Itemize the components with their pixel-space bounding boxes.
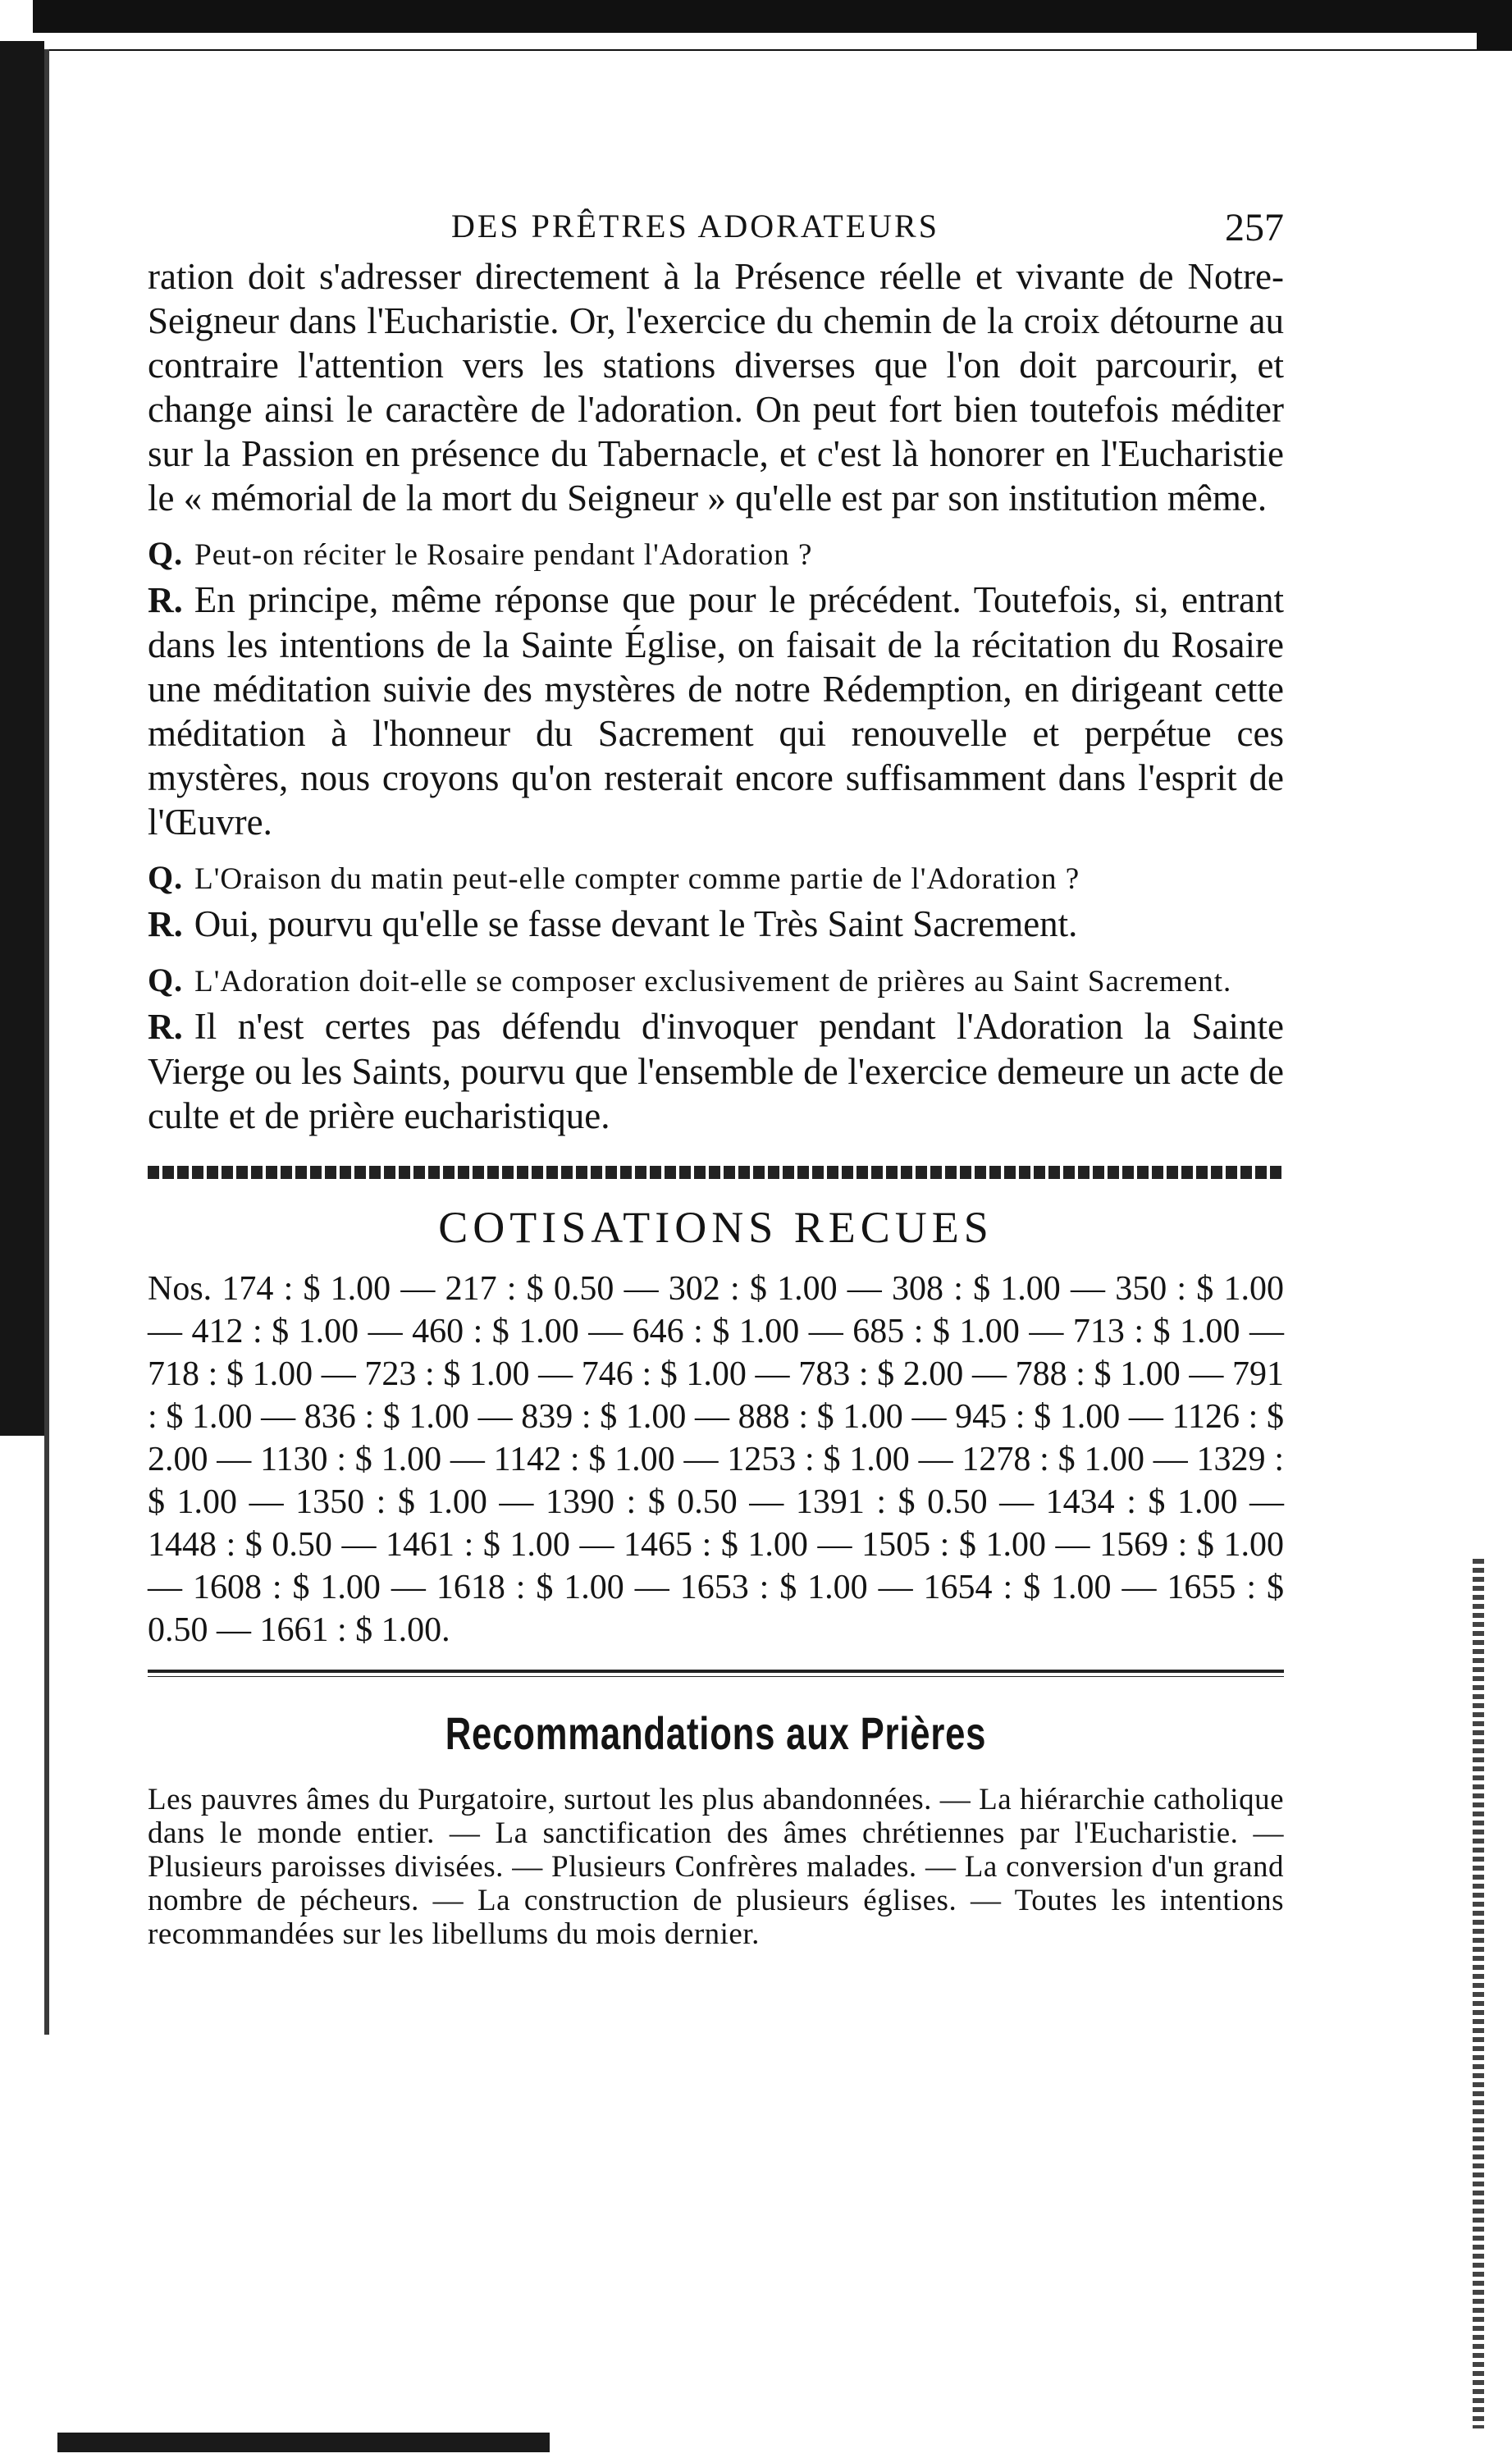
answer-marker: R.	[148, 904, 183, 944]
question-3	[148, 962, 1284, 1001]
question-2	[148, 859, 1284, 898]
page-number: 257	[1225, 206, 1284, 249]
page-content	[148, 197, 1284, 1951]
running-title: DES PRÊTRES ADORATEURS	[451, 208, 939, 244]
answer-marker: R.	[148, 1007, 183, 1047]
scan-edge-left	[0, 41, 44, 1436]
scan-edge-bottom	[57, 2433, 550, 2452]
question-1	[148, 535, 1284, 574]
answer-text: Il n'est certes pas défendu d'invoquer pendant l'Adoration la Sainte Vierge ou les Saints, pourvu que l'ensemble de l'exercice demeure un acte de culte et de prière eucharistique.	[148, 1006, 1284, 1136]
cotisations-title	[148, 1202, 1284, 1253]
question-marker: Q.	[148, 962, 184, 998]
answer-2	[148, 902, 1284, 947]
answer-3	[148, 1004, 1284, 1138]
answer-text: En principe, même réponse que pour le précédent. Toutefois, si, entrant dans les intentions de la Sainte Église, on faisait de la récitation du Rosaire une méditation suivie des mystères de notre Rédemption, en dirigeant cette méditation à l'honneur du Sacrement qui renouvelle et perpétue ces mystères, nous croyons qu'on resterait encore suffisamment dans l'esprit de l'Œuvre.	[148, 579, 1284, 843]
question-text: L'Adoration doit-elle se composer exclusivement de prières au Saint Sacrement.	[194, 965, 1232, 998]
question-text: L'Oraison du matin peut-elle compter comme partie de l'Adoration ?	[194, 862, 1080, 896]
question-text: Peut-on réciter le Rosaire pendant l'Adoration ?	[194, 538, 813, 572]
cotisations-title-text: COTISATIONS RECUES	[438, 1203, 994, 1252]
answer-text: Oui, pourvu qu'elle se fasse devant le Très Saint Sacrement.	[194, 903, 1078, 944]
paragraph-1: ration doit s'adresser directement à la Présence réelle et vivante de Notre-Seigneur dans l'Eucharistie. Or, l'exercice du chemin de la croix détourne au contraire l'attention vers les stations diverses que l'on doit parcourir, et change ainsi le caractère de l'adoration. On peut fort bien toutefois méditer sur la Passion en présence du Tabernacle, et c'est là honorer en l'Eucharistie le « mémorial de la mort du Seigneur » qu'elle est par son institution même.	[148, 256, 1284, 519]
recommandations-title: Recommandations aux Prières	[445, 1707, 987, 1759]
double-rule-divider	[148, 1670, 1284, 1677]
answer-marker: R.	[148, 580, 183, 620]
scan-edge-left-line	[44, 49, 49, 2035]
recommandations-text: Les pauvres âmes du Purgatoire, surtout les plus abandonnées. — La hiérarchie catholique dans le monde entier. — La sanctification des âmes chrétiennes par l'Eucharistie. — Plusieurs paroisses divisées. — Plusieurs Confrères malades. — La conversion d'un grand nombre de pécheurs. — La construction de plusieurs églises. — Toutes les intentions recommandées sur les libellums du mois dernier.	[148, 1783, 1284, 1951]
cotisations-list: Nos. 174 : $ 1.00 — 217 : $ 0.50 — 302 : $ 1.00 — 308 : $ 1.00 — 350 : $ 1.00 — 412 : $ 1.00 — 460 : $ 1.00 — 646 : $ 1.00 — 685 : $ 1.00 — 713 : $ 1.00 — 718 : $ 1.00 — 723 : $ 1.00 — 746 : $ 1.00 — 783 : $ 2.00 — 788 : $ 1.00 — 791 : $ 1.00 — 836 : $ 1.00 — 839 : $ 1.00 — 888 : $ 1.00 — 945 : $ 1.00 — 1126 : $ 2.00 — 1130 : $ 1.00 — 1142 : $ 1.00 — 1253 : $ 1.00 — 1278 : $ 1.00 — 1329 : $ 1.00 — 1350 : $ 1.00 — 1390 : $ 0.50 — 1391 : $ 0.50 — 1434 : $ 1.00 — 1448 : $ 0.50 — 1461 : $ 1.00 — 1465 : $ 1.00 — 1505 : $ 1.00 — 1569 : $ 1.00 — 1608 : $ 1.00 — 1618 : $ 1.00 — 1653 : $ 1.00 — 1654 : $ 1.00 — 1655 : $ 0.50 — 1661 : $ 1.00.	[148, 1270, 1284, 1649]
scan-edge-right	[1473, 1559, 1484, 2428]
running-head	[148, 197, 1284, 254]
scan-edge-gap	[33, 33, 1477, 49]
ornament-divider	[148, 1166, 1284, 1179]
answer-1	[148, 578, 1284, 844]
question-marker: Q.	[148, 859, 184, 896]
question-marker: Q.	[148, 535, 184, 572]
